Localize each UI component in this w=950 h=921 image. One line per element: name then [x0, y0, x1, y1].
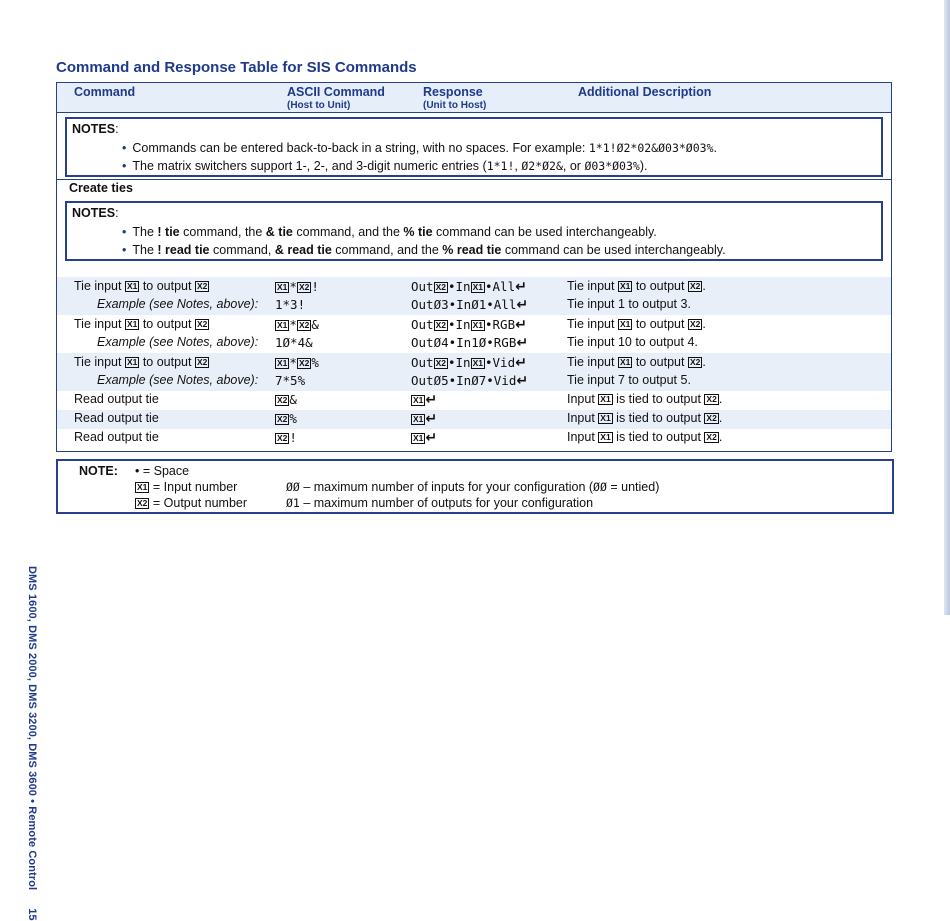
notes-title-colon: : — [115, 122, 119, 136]
cell-ascii — [275, 430, 297, 445]
code: ØØ — [286, 480, 300, 494]
text: . — [702, 355, 706, 369]
return-icon: ↵ — [516, 297, 529, 313]
cell-description — [567, 355, 706, 369]
notes-title — [72, 206, 119, 220]
return-icon: ↵ — [516, 335, 529, 351]
legend-input — [135, 480, 237, 494]
side-running-header — [26, 566, 38, 921]
header-response-sub: (Unit to Host) — [423, 100, 487, 111]
cell-ascii — [275, 411, 297, 426]
text: In — [455, 317, 471, 332]
cell-example-command: 7*5% — [275, 373, 306, 388]
cell-ascii: X1 * X2 % — [277, 355, 319, 370]
note-keyword: ! tie — [157, 225, 180, 239]
return-icon: ↵ — [515, 317, 527, 333]
cell-example-command: 1*3! — [275, 297, 306, 312]
var-x1: X1 — [277, 282, 288, 292]
var-x1: X1 — [126, 319, 138, 329]
legend-output — [135, 496, 247, 510]
cell-command: Read output tie — [74, 411, 159, 425]
table-row — [57, 315, 891, 353]
section-title: Create ties — [69, 181, 133, 195]
header-response — [423, 85, 486, 111]
return-icon: ↵ — [515, 279, 527, 295]
text: . — [702, 279, 706, 293]
var-x2: X2 — [298, 320, 310, 330]
note-text: command, and the — [292, 225, 404, 239]
notes-title-text: NOTES — [72, 122, 116, 136]
note-text: Commands can be entered back-to-back in a string, with no spaces. For example: — [132, 141, 589, 155]
text: to output — [139, 279, 195, 293]
text: Tie input — [74, 279, 125, 293]
side-margin — [0, 0, 38, 921]
text: . — [702, 317, 706, 331]
symbol: & — [289, 392, 297, 407]
note-text: The — [132, 225, 158, 239]
text: – maximum number of inputs for your configuration ( — [299, 480, 594, 494]
return-icon: ↵ — [425, 430, 438, 446]
note-keyword: ! read tie — [157, 243, 210, 257]
var-x1: X1 — [619, 319, 631, 329]
page-number: 15 — [26, 908, 38, 921]
note-text: , — [514, 159, 522, 173]
legend-note-box — [56, 459, 894, 514]
space-dot: • — [484, 317, 493, 332]
text: OutØ3•InØ1•All — [411, 297, 517, 312]
var-x1: X1 — [600, 432, 611, 442]
text: Tie input — [567, 355, 618, 369]
section-divider — [57, 179, 891, 180]
cell-response — [411, 392, 437, 407]
var-x1: X1 — [472, 282, 483, 292]
cell-response — [411, 430, 437, 445]
notes-bullet — [122, 159, 647, 173]
var-x2: X2 — [706, 394, 717, 404]
table-row — [57, 429, 891, 448]
text: Tie input — [74, 355, 125, 369]
page-title: Command and Response Table for SIS Commands — [56, 59, 417, 76]
notes-title — [72, 122, 119, 136]
text: Input — [567, 430, 599, 444]
cell-response — [411, 279, 527, 294]
symbol: & — [311, 317, 319, 332]
legend-output-range — [286, 496, 593, 510]
var-x1: X1 — [126, 281, 138, 291]
cell-response — [411, 317, 527, 332]
text: to output — [632, 317, 688, 331]
note-text: , or — [562, 159, 585, 173]
command-table — [56, 82, 892, 452]
space-dot: • — [484, 355, 493, 370]
var-x1: X1 — [413, 433, 424, 443]
var-x2: X2 — [196, 357, 208, 367]
return-icon: ↵ — [515, 355, 527, 371]
cell-description — [567, 279, 706, 293]
notes-box-strings — [65, 117, 883, 177]
text: Out — [411, 317, 434, 332]
space-dot: • — [447, 279, 456, 294]
var-x2: X2 — [435, 358, 446, 368]
var-x1: X1 — [600, 413, 611, 423]
text: to output — [632, 355, 688, 369]
cell-ascii: X1 * X2 & — [277, 317, 319, 332]
side-label: DMS 1600, DMS 2000, DMS 3200, DMS 3600 • Remote Control — [26, 566, 38, 891]
text: – maximum number of outputs for your configuration — [299, 496, 594, 510]
var-x1: X1 — [277, 320, 288, 330]
cell-command — [74, 317, 209, 331]
var-x2: X2 — [277, 414, 288, 424]
table-row — [57, 391, 891, 410]
note-text: command can be used interchangeably. — [432, 225, 657, 239]
text: . — [718, 392, 723, 406]
header-ascii-label: ASCII Command — [287, 85, 385, 99]
note-text: command, and the — [331, 243, 443, 257]
var-x2: X2 — [706, 432, 717, 442]
text: is tied to output — [612, 411, 705, 425]
var-x2: X2 — [435, 320, 446, 330]
cell-example-label: Example (see Notes, above): — [97, 297, 259, 311]
cell-description — [567, 430, 722, 444]
var-x2: X2 — [298, 282, 310, 292]
var-x2: X2 — [277, 433, 288, 443]
header-ascii-sub: (Host to Unit) — [287, 100, 351, 111]
cell-description — [567, 317, 706, 331]
notes-bullet — [122, 243, 726, 257]
text: Tie input — [567, 317, 618, 331]
text: to output — [139, 317, 195, 331]
text: is tied to output — [612, 430, 705, 444]
note-keyword: % read tie — [442, 243, 502, 257]
text: Vid — [492, 355, 516, 370]
table-header — [57, 83, 891, 113]
note-code: Ø03*Ø03% — [584, 159, 640, 173]
var-x2: X2 — [689, 357, 701, 367]
cell-example-response — [411, 373, 528, 388]
cell-command — [74, 279, 209, 293]
cell-example-label: Example (see Notes, above): — [97, 373, 259, 387]
note-code: 1*1!Ø2*02&Ø03*Ø03% — [588, 141, 714, 155]
var-x2: X2 — [689, 281, 701, 291]
note-text: command can be used interchangeably. — [501, 243, 726, 257]
text: In — [455, 279, 471, 294]
note-text: command, the — [179, 225, 266, 239]
text: to output — [632, 279, 688, 293]
note-code: 1*1! — [486, 159, 515, 173]
text: . — [718, 411, 723, 425]
text: . — [718, 430, 723, 444]
cell-example-description: Tie input 10 to output 4. — [567, 335, 698, 349]
text: = Output number — [149, 496, 248, 510]
symbol: ! — [311, 279, 319, 294]
code: Ø1 — [286, 496, 300, 510]
return-icon: ↵ — [516, 373, 529, 389]
var-x2: X2 — [689, 319, 701, 329]
var-x2: X2 — [196, 281, 208, 291]
notes-bullet — [122, 225, 657, 239]
table-row — [57, 353, 891, 391]
var-x2: X2 — [277, 395, 288, 405]
table-row — [57, 277, 891, 315]
text: All — [492, 279, 516, 294]
notes-bullet — [122, 141, 717, 155]
space-dot: • — [447, 355, 456, 370]
var-x2: X2 — [706, 413, 717, 423]
text: = Space — [139, 464, 190, 478]
text: = untied) — [606, 480, 660, 494]
var-x2: X2 — [298, 358, 310, 368]
cell-description — [567, 411, 722, 425]
page-edge-bar — [944, 0, 950, 615]
symbol: % — [311, 355, 319, 370]
var-x1: X1 — [413, 395, 424, 405]
cell-command — [74, 355, 209, 369]
table-row — [57, 410, 891, 429]
cell-example-response — [411, 335, 528, 350]
note-keyword: & read tie — [274, 243, 332, 257]
return-icon: ↵ — [425, 392, 438, 408]
note-text: command, — [209, 243, 275, 257]
notes-title-text: NOTES — [72, 206, 116, 220]
var-x1: X1 — [472, 358, 483, 368]
note-text: ). — [639, 159, 648, 173]
cell-example-command: 1Ø*4& — [275, 335, 313, 350]
var-x1: X1 — [277, 358, 288, 368]
text: to output — [139, 355, 195, 369]
legend-input-range — [286, 480, 659, 494]
space-dot: • — [135, 464, 140, 478]
note-text: The matrix switchers support 1-, 2-, and 3-digit numeric entries ( — [132, 159, 487, 173]
var-x1: X1 — [600, 394, 611, 404]
note-keyword: & tie — [265, 225, 293, 239]
cell-example-label: Example (see Notes, above): — [97, 335, 259, 349]
header-description: Additional Description — [578, 85, 712, 99]
space-dot: • — [447, 317, 456, 332]
text: In — [455, 355, 471, 370]
var-x1: X1 — [472, 320, 483, 330]
space-dot: • — [484, 279, 493, 294]
cell-example-response — [411, 297, 528, 312]
header-ascii — [287, 85, 385, 111]
text: Out — [411, 279, 434, 294]
legend-note-label: NOTE: — [79, 464, 118, 478]
note-code: Ø2*Ø2& — [521, 159, 563, 173]
note-keyword: % tie — [403, 225, 433, 239]
notes-box-ties — [65, 201, 883, 261]
notes-title-colon: : — [115, 206, 119, 220]
var-x1: X1 — [619, 357, 631, 367]
legend-space — [135, 464, 189, 478]
cell-response — [411, 355, 527, 370]
cell-ascii: X1 * X2 ! — [277, 279, 319, 294]
symbol: ! — [289, 430, 297, 445]
header-command: Command — [74, 85, 136, 99]
text: RGB — [492, 317, 516, 332]
cell-description — [567, 392, 722, 406]
cell-ascii — [275, 392, 297, 407]
code: ØØ — [593, 480, 607, 494]
note-text: . — [713, 141, 717, 155]
text: OutØ5•InØ7•Vid — [411, 373, 517, 388]
var-x2: X2 — [435, 282, 446, 292]
cell-example-description: Tie input 1 to output 3. — [567, 297, 691, 311]
cell-response — [411, 411, 437, 426]
text: Input — [567, 392, 599, 406]
header-response-label: Response — [423, 85, 483, 99]
cell-command: Read output tie — [74, 430, 159, 444]
text: OutØ4•In1Ø•RGB — [411, 335, 517, 350]
text: Out — [411, 355, 434, 370]
cell-example-description: Tie input 7 to output 5. — [567, 373, 691, 387]
note-text: The — [132, 243, 158, 257]
text: = Input number — [149, 480, 238, 494]
text: Tie input — [74, 317, 125, 331]
text: Input — [567, 411, 599, 425]
var-x2: X2 — [137, 498, 148, 508]
return-icon: ↵ — [425, 411, 438, 427]
var-x2: X2 — [196, 319, 208, 329]
var-x1: X1 — [137, 482, 148, 492]
var-x1: X1 — [126, 357, 138, 367]
var-x1: X1 — [413, 414, 424, 424]
text: is tied to output — [612, 392, 705, 406]
cell-command: Read output tie — [74, 392, 159, 406]
symbol: % — [289, 411, 297, 426]
text: Tie input — [567, 279, 618, 293]
var-x1: X1 — [619, 281, 631, 291]
